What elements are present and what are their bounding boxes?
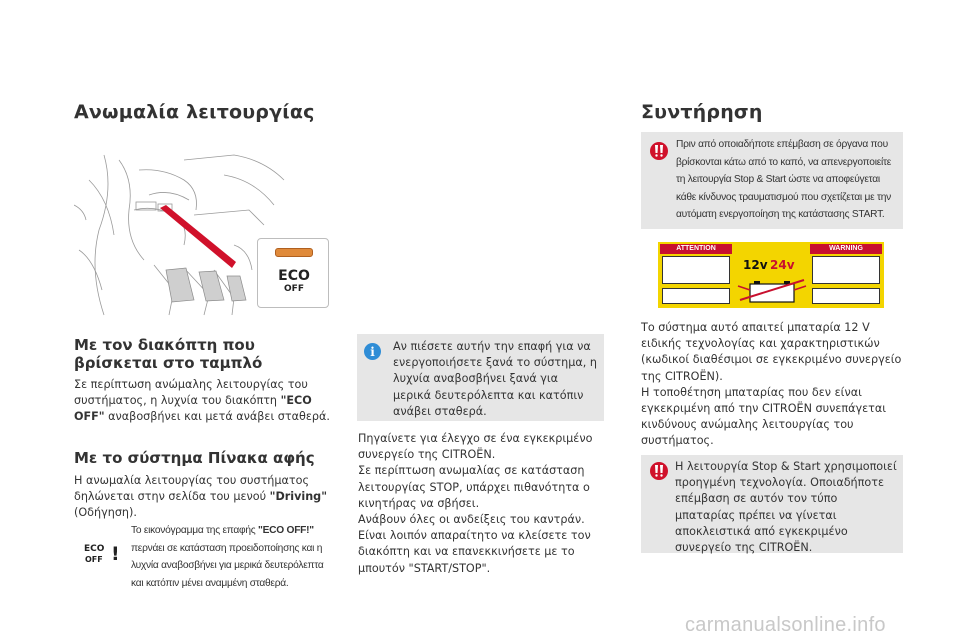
pictogram-off-text: OFF [85, 555, 103, 564]
warning-box-battery [641, 455, 903, 553]
info-box [357, 334, 604, 421]
warning-box-maintenance-text: Πριν από οποιαδήποτε επέμβαση σε όργανα που βρίσκονται κάτω από το καπό, να απενεργοποιείτε τη λειτουργία Stop & Start ώστε να αποφεύγεται κάθε κίνδυνος τραυματισμού που σχετίζεται με την αυτόματη ενεργοποίηση της κατάστασης START. [676, 139, 892, 220]
pictogram-eco-text: ECO [84, 544, 105, 554]
title-maintenance: Συντήρηση [641, 101, 763, 123]
label-attention: ATTENTION [660, 244, 732, 254]
middle-p4: Είναι λοιπόν απαραίτητο να κλείσετε τον διακόπτη και να επανεκκινήσετε με το μπουτόν "START/STOP". [358, 529, 591, 575]
pictogram-exclamation: ! [111, 543, 120, 565]
section-touchscreen-text: Η ανωμαλία λειτουργίας του συστήματος δηλώνεται στην σελίδα του μενού "Driving" (Οδήγηση). [74, 474, 328, 520]
label-right-note [812, 288, 880, 304]
title-malfunction: Ανωμαλία λειτουργίας [74, 101, 315, 123]
right-text-block [641, 320, 903, 450]
eco-indicator-lamp [275, 248, 313, 257]
section-dashboard-switch-heading: Με τον διακόπτη που βρίσκεται στο ταμπλό [74, 336, 263, 372]
label-12v: 12v [743, 258, 768, 272]
dashboard-switch-illustration [74, 150, 336, 320]
warning-box-battery-text: Η λειτουργία Stop & Start χρησιμοποιεί προηγμένη τεχνολογία. Οποιαδήποτε επέμβαση σε αυτόν τον τύπο μπαταρίας πρέπει να γίνεται αποκλειστικά από εγκεκριμένο συνεργείο της CITROËN. [675, 460, 897, 555]
warning-box-maintenance [641, 132, 903, 229]
label-left-note [662, 288, 730, 304]
info-box-text: Αν πιέσετε αυτήν την επαφή για να ενεργοποιήσετε ξανά το σύστημα, η λυχνία αναβοσβήνει ξανά για μερικά δευτερόλεπτα και κατόπιν ανάβει σταθερά. [393, 340, 597, 418]
label-24v: 24v [770, 258, 795, 272]
off-label: OFF [284, 284, 304, 294]
eco-label: ECO [278, 268, 310, 284]
label-warning: WARNING [810, 244, 882, 254]
label-right-text-block [812, 256, 880, 284]
battery-warning-label [658, 242, 884, 308]
section-dashboard-switch-text: Σε περίπτωση ανώμαλης λειτουργίας του συστήματος, η λυχνία του διακόπτη "ECO OFF" αναβοσβήνει και μετά ανάβει σταθερά. [74, 378, 330, 424]
warning-icon [650, 142, 668, 160]
eco-off-switch [257, 238, 329, 308]
warning-icon-battery [650, 462, 668, 480]
watermark: carmanualsonline.info [685, 614, 886, 636]
eco-off-warning-pictogram [84, 542, 124, 572]
middle-text-block [358, 431, 608, 577]
middle-p1: Πηγαίνετε για έλεγχο σε ένα εγκεκριμένο συνεργείο της CITROËN. [358, 432, 593, 462]
right-p2: Η τοποθέτηση μπαταρίας που δεν είναι εγκεκριμένη από την CITROËN συνεπάγεται κινδύνους ανώμαλης λειτουργίας του συστήματος. [641, 385, 887, 448]
battery-icon [736, 278, 808, 306]
middle-p2: Σε περίπτωση ανωμαλίας σε κατάσταση λειτουργίας STOP, υπάρχει πιθανότητα ο κινητήρας να σβήσει. [358, 464, 590, 510]
middle-p3: Ανάβουν όλες οι ανδείξεις του καντράν. [358, 513, 585, 527]
label-left-text-block [662, 256, 730, 284]
info-icon: i [364, 343, 381, 360]
right-p1: Το σύστημα αυτό απαιτεί μπαταρία 12 V ειδικής τεχνολογίας και χαρακτηριστικών (κωδικοί διαθέσιμοι σε εγκεκριμένο συνεργείο της CITROËN). [641, 321, 902, 383]
section-touchscreen-heading: Με το σύστημα Πίνακα αφής [74, 449, 315, 467]
pictogram-note-text: Το εικονόγραμμα της επαφής "ECO OFF!" περνάει σε κατάσταση προειδοποίησης και η λυχνία αναβοσβήνει για μερικά δευτερόλεπτα και κατόπιν μένει αναμμένη σταθερά. [131, 525, 324, 589]
